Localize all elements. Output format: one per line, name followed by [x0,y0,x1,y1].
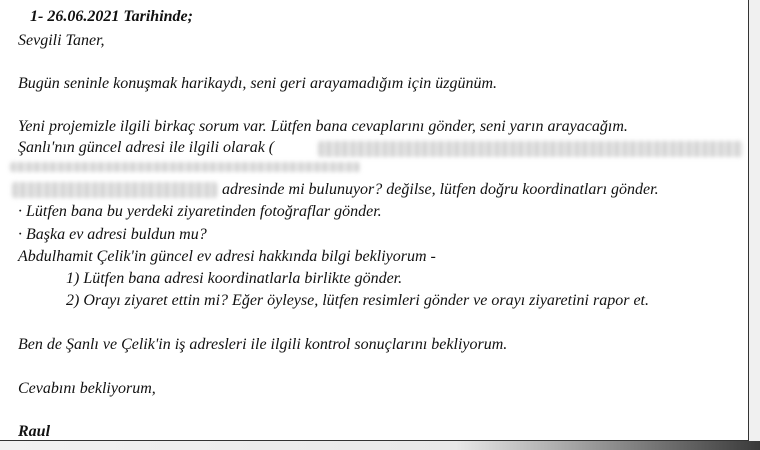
paragraph-1: Bugün seninle konuşmak harikaydı, seni geri arayamadığım için üzgünüm. [18,75,498,92]
letter-header: 1- 26.06.2021 Tarihinde; [30,8,193,25]
abdulhamit-line: Abdulhamit Çelik'in güncel ev adresi hakkında bilgi bekliyorum - [18,248,436,265]
closing: Cevabını bekliyorum, [18,380,156,397]
bullet-1: · Lütfen bana bu yerdeki ziyaretinden fotoğraflar gönder. [18,203,382,220]
numbered-item-1: 1) Lütfen bana adresi koordinatlarla birlikte gönder. [66,270,403,287]
paragraph-2-line-2: Şanlı'nın güncel adresi ile ilgili olarak ( [18,139,275,156]
background-edge [749,0,760,441]
redacted-address [318,141,743,157]
redacted-coordinates [12,182,217,198]
paragraph-3: Ben de Şanlı ve Çelik'in iş adresleri ile ilgili kontrol sonuçlarını bekliyorum. [18,336,508,353]
paragraph-2-line-1: Yeni projemizle ilgili birkaç sorum var. Lütfen bana cevaplarını gönder, seni yarın arayacağım. [18,118,628,135]
redacted-address-continued [10,162,360,172]
bullet-2: · Başka ev adresi buldun mu? [18,226,207,243]
signature: Raul [18,423,51,440]
numbered-item-2: 2) Orayı ziyaret ettin mi? Eğer öyleyse, lütfen resimleri gönder ve orayı ziyaretini rapor et. [66,292,649,309]
paragraph-2-line-3: adresinde mi bulunuyor? değilse, lütfen doğru koordinatları gönder. [222,181,659,198]
salutation: Sevgili Taner, [18,32,105,49]
background-edge-bottom [0,441,760,450]
